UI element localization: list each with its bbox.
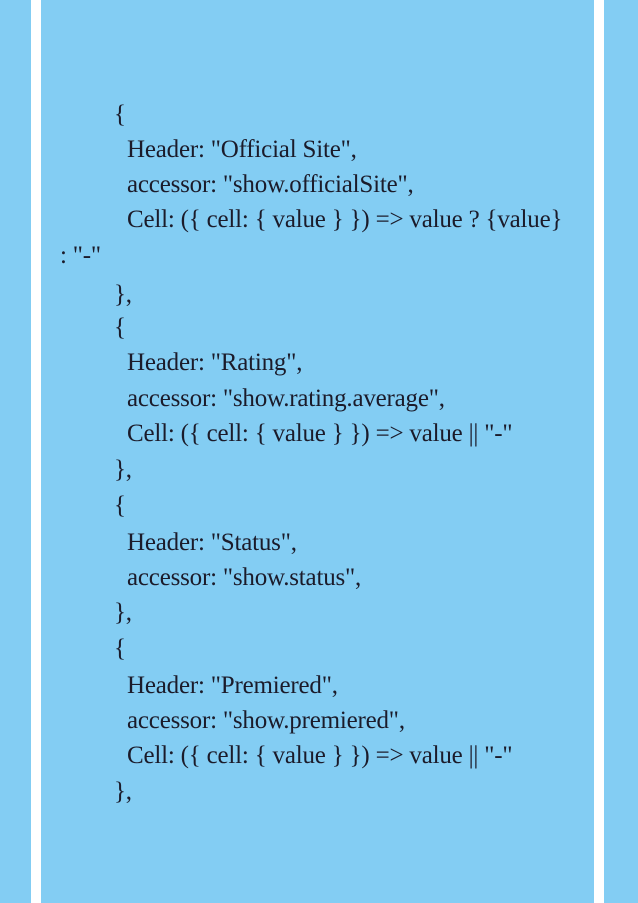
code-line: : "-": [60, 242, 101, 269]
code-line: },: [114, 599, 132, 626]
code-line: {: [114, 314, 126, 341]
code-line: Header: "Status",: [127, 529, 297, 556]
code-line: {: [114, 492, 126, 519]
code-line: Header: "Premiered",: [127, 672, 338, 699]
code-line: accessor: "show.rating.average",: [127, 385, 445, 412]
code-line: accessor: "show.status",: [127, 564, 362, 591]
code-line: Header: "Rating",: [127, 349, 303, 376]
code-line: Cell: ({ cell: { value } }) => value || "-": [127, 742, 513, 769]
code-line: accessor: "show.officialSite",: [127, 171, 414, 198]
code-line: {: [114, 101, 126, 128]
code-line: accessor: "show.premiered",: [127, 707, 405, 734]
code-line: Cell: ({ cell: { value } }) => value || "-": [127, 420, 513, 447]
code-line: },: [114, 281, 132, 308]
code-line: {: [114, 635, 126, 662]
code-line: },: [114, 778, 132, 805]
code-line: },: [114, 456, 132, 483]
code-line: Cell: ({ cell: { value } }) => value ? {value}: [127, 206, 563, 233]
code-line: Header: "Official Site",: [127, 136, 357, 163]
